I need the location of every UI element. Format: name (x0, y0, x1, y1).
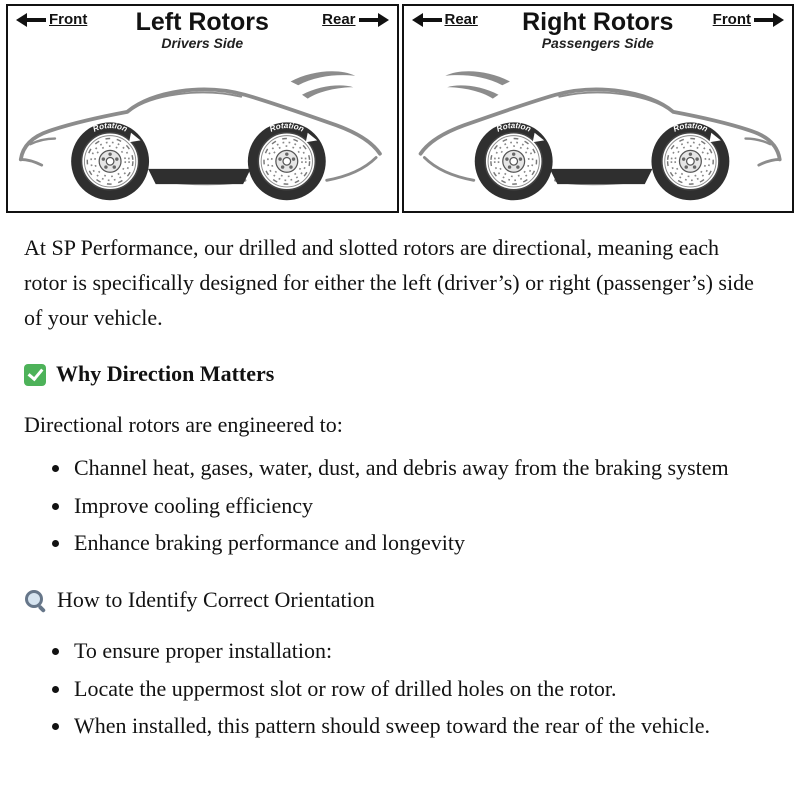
list-item: • To ensure proper installation: (72, 634, 760, 669)
left-panel-titles (108, 9, 297, 51)
list-item: • When installed, this pattern should sweep toward the rear of the vehicle. (72, 709, 760, 744)
front-arrow-icon (16, 13, 46, 27)
right-rotors-panel (402, 4, 795, 213)
front-direction-label (16, 11, 108, 28)
rotation-label-front: Rotation (91, 121, 129, 134)
rear-label: Rear (322, 11, 356, 28)
heading-text: Why Direction Matters (56, 361, 275, 387)
rear-direction-label (297, 11, 389, 28)
rotation-label-rear: Rotation (268, 121, 306, 135)
right-panel-titles (504, 9, 693, 51)
rear-label: Rear (444, 11, 478, 28)
identify-orientation-heading (24, 583, 760, 618)
heading-text: How to Identify Correct Orientation (57, 587, 375, 612)
why-direction-matters-heading (24, 357, 760, 392)
right-car-illustration (404, 53, 793, 205)
panel-title: Left Rotors (135, 8, 269, 36)
rotation-label-front: Rotation (671, 121, 709, 134)
list-item: • Channel heat, gases, water, dust, and debris away from the braking system (72, 451, 760, 486)
front-direction-label (692, 11, 784, 28)
rear-arrow-icon (359, 13, 389, 27)
why-lead-text: Directional rotors are engineered to: (24, 412, 343, 437)
why-bullet-list (24, 451, 760, 561)
rotation-label-rear: Rotation (494, 121, 532, 134)
rear-direction-label (412, 11, 504, 28)
front-label: Front (49, 11, 88, 28)
left-rotors-panel (6, 4, 399, 213)
right-panel-header (404, 6, 793, 51)
left-panel-header (8, 6, 397, 51)
article-body (0, 215, 790, 784)
list-item: • Locate the uppermost slot or row of drilled holes on the rotor. (72, 672, 760, 707)
front-arrow-icon (754, 13, 784, 27)
identify-bullet-list (24, 634, 760, 744)
list-item: • Improve cooling efficiency (72, 489, 760, 524)
check-icon (24, 364, 46, 386)
magnifier-icon (24, 589, 47, 612)
intro-paragraph: At SP Performance, our drilled and slotted rotors are directional, meaning each rotor is specifically designed for either the left (driver’s) or right (passenger’s) side of your vehicle. (24, 235, 754, 330)
front-label: Front (712, 11, 751, 28)
panel-subtitle: Drivers Side (161, 35, 244, 52)
rotor-direction-diagram (0, 0, 800, 215)
panel-subtitle: Passengers Side (541, 35, 654, 52)
left-car-illustration (8, 53, 397, 205)
panel-title: Right Rotors (522, 8, 674, 36)
rear-arrow-icon (412, 13, 442, 27)
list-item: • Enhance braking performance and longevity (72, 526, 760, 561)
